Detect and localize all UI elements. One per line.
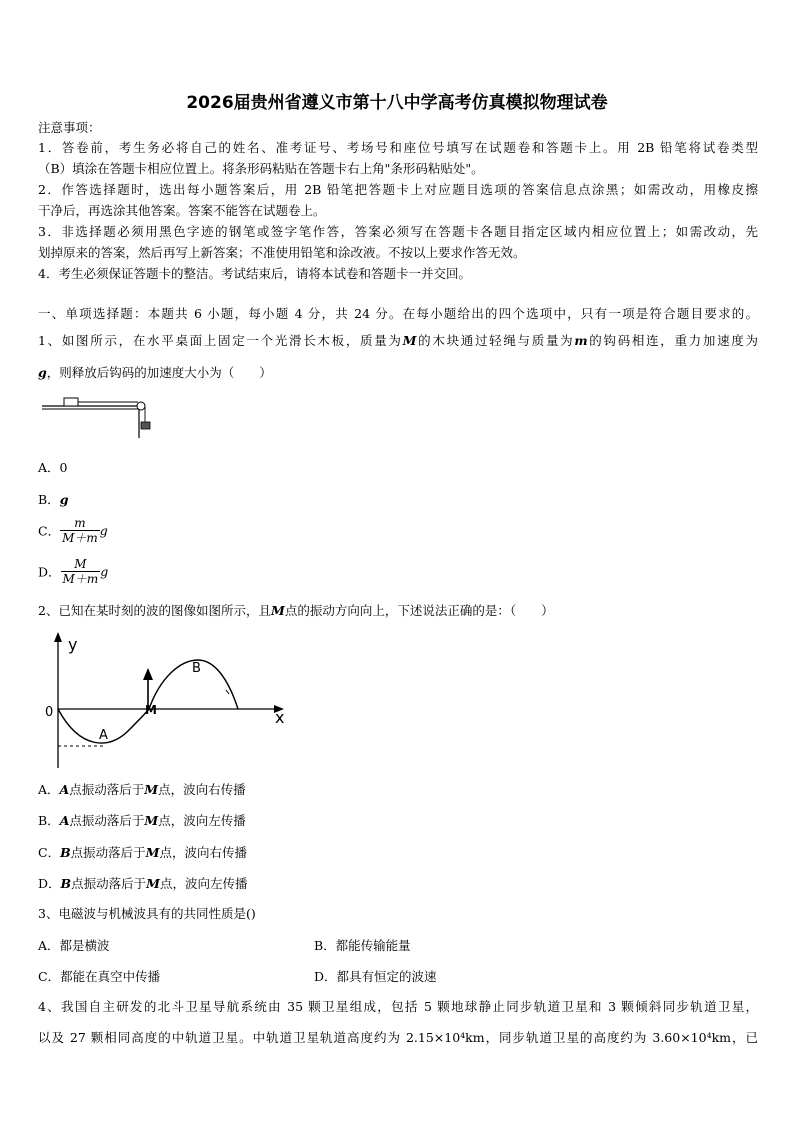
q1-option-d[interactable]: D． $\frac{M}{M+m}$ g <box>38 557 109 586</box>
point-a-label: A <box>99 728 108 743</box>
x-axis-label: x <box>275 708 285 727</box>
fraction: $\frac{M}{M+m}$ <box>62 557 99 586</box>
notice-line-3: 2．作答选择题时，选出每小题答案后，用 2B 铅笔把答题卡上对应题目选项的答案信息点涂黑；如需改动，用橡皮擦 <box>38 182 758 197</box>
q2-option-d[interactable]: D．B点振动落后于M点，波向左传播 <box>38 876 248 891</box>
notice-line-6: 划掉原来的答案，然后再写上新答案；不准使用铅笔和涂改液。不按以上要求作答无效。 <box>38 245 526 260</box>
q3-option-d[interactable]: D．都具有恒定的波速 <box>314 969 437 984</box>
q3-option-c[interactable]: C．都能在真空中传播 <box>38 969 161 984</box>
q1-option-a[interactable]: A．0 <box>38 460 68 475</box>
q3-stem: 3、电磁波与机械波具有的共同性质是() <box>38 906 256 921</box>
q4-stem-line-1: 4、我国自主研发的北斗卫星导航系统由 35 颗卫星组成，包括 5 颗地球静止同步轨道卫星和 3 颗倾斜同步轨道卫星， <box>38 999 758 1014</box>
point-m-label: M <box>145 703 157 717</box>
q2-wave-figure <box>40 630 295 770</box>
notice-line-7: 4．考生必须保证答题卡的整洁。考试结束后，请将本试卷和答题卡一并交回。 <box>38 266 471 281</box>
q3-option-a[interactable]: A．都是横波 <box>38 938 110 953</box>
point-b-label: B <box>192 661 201 676</box>
notice-heading: 注意事项： <box>38 120 101 135</box>
y-axis-label: y <box>68 635 78 654</box>
notice-line-5: 3．非选择题必须用黑色字迹的钢笔或签字笔作答，答案必须写在答题卡各题目指定区域内相应位置上；如需改动，先 <box>38 224 758 239</box>
notice-line-2: （B）填涂在答题卡相应位置上。将条形码粘贴在答题卡右上角"条形码粘贴处"。 <box>38 161 484 176</box>
section-heading: 一、单项选择题：本题共 6 小题，每小题 4 分，共 24 分。在每小题给出的四个选项中，只有一项是符合题目要求的。 <box>38 306 758 321</box>
q2-option-a[interactable]: A．A点振动落后于M点，波向右传播 <box>38 782 246 797</box>
q1-option-c[interactable]: C． $\frac{m}{M+m}$ g <box>38 516 108 545</box>
q2-option-b[interactable]: B．A点振动落后于M点，波向左传播 <box>38 813 246 828</box>
q3-option-b[interactable]: B．都能传输能量 <box>314 938 411 953</box>
q1-stem-line-2: g，则释放后钩码的加速度大小为（ ） <box>38 365 272 380</box>
notice-line-1: 1．答卷前，考生务必将自己的姓名、准考证号、考场号和座位号填写在试题卷和答题卡上。用 2B 铅笔将试卷类型 <box>38 140 758 155</box>
q2-stem: 2、已知在某时刻的波的图像如图所示，且M点的振动方向向上，下述说法正确的是：（ ） <box>38 603 554 618</box>
fraction: $\frac{m}{M+m}$ <box>62 516 98 545</box>
q1-option-b[interactable]: B．g <box>38 492 69 507</box>
q4-stem-line-2: 以及 27 颗相同高度的中轨道卫星。中轨道卫星轨道高度约为 2.15×10⁴km，同步轨道卫星的高度约为 3.60×10⁴km，已 <box>38 1030 758 1045</box>
q1-figure <box>42 392 157 440</box>
origin-label: 0 <box>45 705 54 720</box>
notice-line-4: 干净后，再选涂其他答案。答案不能答在试题卷上。 <box>38 203 326 218</box>
exam-title: 2026届贵州省遵义市第十八中学高考仿真模拟物理试卷 <box>186 93 608 113</box>
q2-option-c[interactable]: C．B点振动落后于M点，波向右传播 <box>38 845 248 860</box>
q1-stem-line-1: 1、如图所示，在水平桌面上固定一个光滑长木板，质量为M的木块通过轻绳与质量为m的钩码相连，重力加速度为 <box>38 333 758 348</box>
